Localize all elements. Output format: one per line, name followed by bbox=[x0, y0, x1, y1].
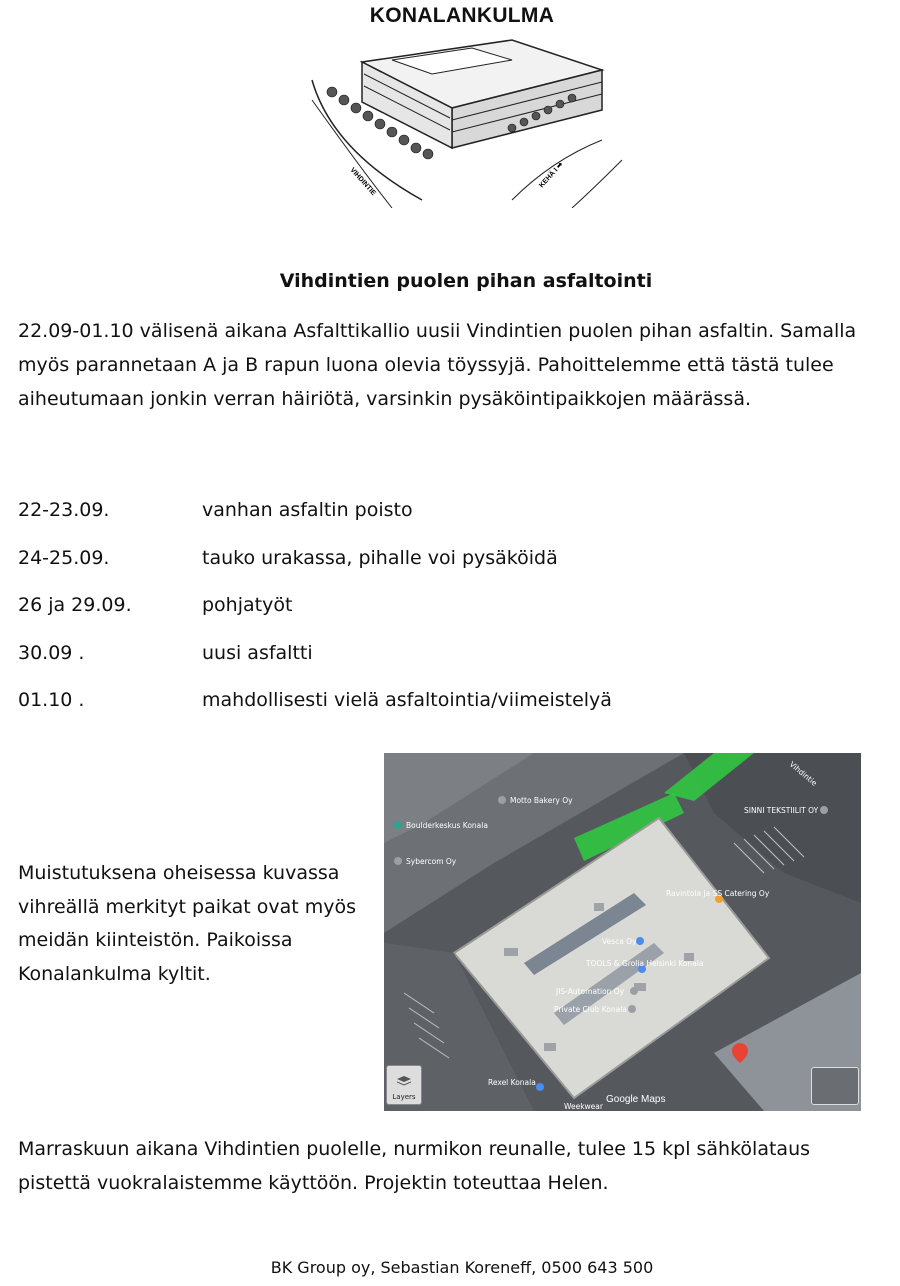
schedule-task: vanhan asfaltin poisto bbox=[202, 499, 413, 521]
map-label-rexel: Rexel Konala bbox=[488, 1078, 536, 1087]
pin-icon[interactable] bbox=[630, 987, 638, 995]
schedule-row bbox=[18, 587, 888, 635]
street-view-thumbnail[interactable] bbox=[811, 1067, 859, 1105]
aerial-map bbox=[384, 753, 861, 1111]
schedule-task: mahdollisesti vielä asfaltointia/viimeistelyä bbox=[202, 689, 612, 711]
shop-pin-icon[interactable] bbox=[636, 937, 644, 945]
google-maps-attribution: Google Maps bbox=[606, 1094, 666, 1105]
map-label-motto: Motto Bakery Oy bbox=[510, 796, 573, 805]
schedule-date: 22-23.09. bbox=[18, 499, 110, 521]
notice-intro: 22.09-01.10 välisenä aikana Asfalttikallio uusii Vindintien puolen pihan asfaltin. Samalla myös parannetaan A ja B rapun luona olevia töyssyjä. Pahoittelemme että tästä tulee aiheutumaan jonkin verran häiriötä, varsinkin pysäköintipaikkojen määrässä. bbox=[18, 320, 857, 410]
layers-label: Layers bbox=[392, 1093, 416, 1101]
schedule-list bbox=[18, 492, 888, 730]
schedule-row bbox=[18, 492, 888, 540]
footer-contact: BK Group oy, Sebastian Koreneff, 0500 643 500 bbox=[270, 1258, 654, 1277]
map-label-vesca: Vesca Oy bbox=[602, 937, 637, 946]
map-label-street: Vihdintie bbox=[787, 759, 819, 788]
map-label-sinni: SINNI TEKSTIILIT OY bbox=[744, 806, 819, 815]
satellite-view bbox=[384, 753, 861, 1111]
header-illustration bbox=[272, 0, 652, 208]
pin-icon[interactable] bbox=[628, 1005, 636, 1013]
map-label-tools: TOOLS & Grolia Helsinki Konala bbox=[586, 959, 704, 968]
map-label-automation: JIS-Automation Oy bbox=[556, 987, 625, 996]
map-label-weekwear: Weekwear bbox=[564, 1102, 603, 1111]
pin-icon[interactable] bbox=[498, 796, 506, 804]
parking-reminder: Muistutuksena oheisessa kuvassa vihreällä merkityt paikat ovat myös meidän kiinteistön. Paikoissa Konalankulma kyltit. bbox=[18, 862, 357, 985]
schedule-date: 24-25.09. bbox=[18, 546, 110, 569]
schedule-task: tauko urakassa, pihalle voi pysäköidä bbox=[202, 546, 558, 569]
map-label-catering: Ravintola ja SS Catering Oy bbox=[666, 889, 770, 898]
schedule-task: uusi asfaltti bbox=[202, 641, 313, 664]
building-sketch bbox=[272, 0, 652, 208]
schedule-row bbox=[18, 635, 888, 683]
schedule-task: pohjatyöt bbox=[202, 594, 293, 616]
pin-icon[interactable] bbox=[394, 821, 402, 829]
schedule-row bbox=[18, 540, 888, 588]
shop-pin-icon[interactable] bbox=[536, 1083, 544, 1091]
pin-icon[interactable] bbox=[394, 857, 402, 865]
schedule-row bbox=[18, 682, 888, 730]
vihdintie-label: VIHDINTIE bbox=[348, 166, 377, 198]
brand-title: KONALANKULMA bbox=[369, 4, 555, 27]
notice-title: Vihdintien puolen pihan asfaltointi bbox=[279, 270, 653, 292]
schedule-date: 01.10 . bbox=[18, 689, 85, 711]
schedule-date: 26 ja 29.09. bbox=[18, 594, 132, 616]
map-label-private-club: Private Club Konala bbox=[554, 1005, 627, 1014]
map-label-sybercom: Sybercom Oy bbox=[406, 857, 457, 866]
map-label-boulder: Boulderkeskus Konala bbox=[406, 821, 488, 830]
pin-icon[interactable] bbox=[820, 806, 828, 814]
layers-icon bbox=[397, 1076, 411, 1086]
schedule-date: 30.09 . bbox=[18, 641, 85, 664]
layers-button[interactable] bbox=[386, 1065, 422, 1105]
keha-label: KEHÄ I ➡ bbox=[538, 161, 565, 190]
charging-notice: Marraskuun aikana Vihdintien puolelle, nurmikon reunalle, tulee 15 kpl sähkölataus pistettä vuokralaistemme käyttöön. Projektin toteuttaa Helen. bbox=[18, 1138, 811, 1194]
